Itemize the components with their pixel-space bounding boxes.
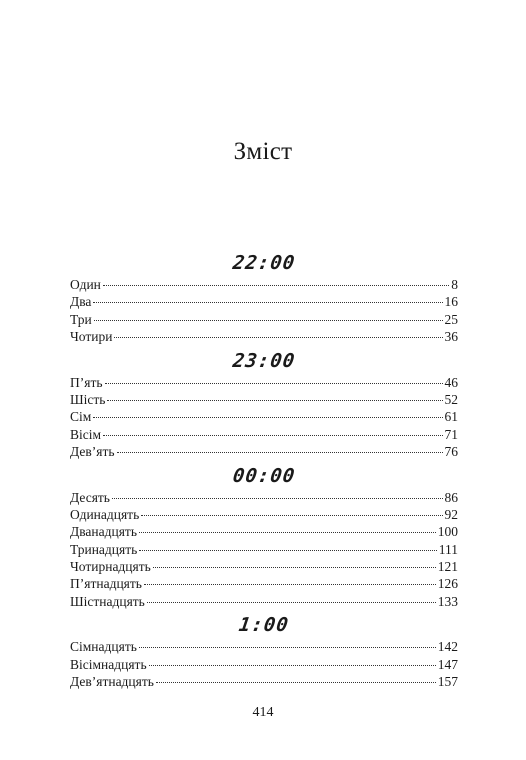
toc-entry bbox=[70, 575, 458, 592]
entry-page: 25 bbox=[444, 311, 458, 327]
entry-label: Тринадцять bbox=[70, 541, 138, 557]
dot-leader bbox=[117, 452, 443, 453]
entry-page: 121 bbox=[437, 559, 458, 575]
table-of-contents bbox=[70, 252, 458, 694]
dot-leader bbox=[139, 647, 436, 648]
toc-section bbox=[70, 465, 458, 611]
dot-leader bbox=[114, 337, 442, 338]
entry-page: 142 bbox=[437, 639, 458, 655]
entry-label: Вісімнадцять bbox=[70, 656, 147, 672]
entry-page: 111 bbox=[438, 541, 458, 557]
dot-leader bbox=[112, 498, 443, 499]
dot-leader bbox=[139, 532, 436, 533]
toc-entry bbox=[70, 276, 458, 293]
entry-page: 126 bbox=[437, 576, 458, 592]
dot-leader bbox=[153, 567, 436, 568]
dot-leader bbox=[103, 435, 442, 436]
entry-label: Шістнадцять bbox=[70, 593, 145, 609]
entry-page: 100 bbox=[437, 524, 458, 540]
entry-label: Одинадцять bbox=[70, 506, 140, 522]
section-heading: 22:00 bbox=[231, 252, 297, 274]
dot-leader bbox=[139, 550, 436, 551]
toc-entry bbox=[70, 426, 458, 443]
entry-label: Дванадцять bbox=[70, 524, 137, 540]
toc-entry bbox=[70, 311, 458, 328]
dot-leader bbox=[93, 417, 442, 418]
dot-leader bbox=[94, 320, 443, 321]
toc-entry bbox=[70, 293, 458, 310]
dot-leader bbox=[147, 602, 436, 603]
entry-page: 92 bbox=[444, 506, 458, 522]
entry-page: 71 bbox=[444, 426, 458, 442]
toc-entry bbox=[70, 374, 458, 391]
toc-entry bbox=[70, 558, 458, 575]
toc-entry bbox=[70, 656, 458, 673]
section-heading: 1:00 bbox=[237, 614, 291, 637]
entry-label: Три bbox=[70, 311, 92, 327]
entry-label: П’ятнадцять bbox=[70, 576, 142, 592]
entry-label: Десять bbox=[70, 489, 110, 505]
entry-label: Вісім bbox=[70, 426, 102, 442]
toc-entry bbox=[70, 506, 458, 523]
entry-label: П’ять bbox=[70, 374, 103, 390]
section-heading: 00:00 bbox=[231, 464, 297, 487]
toc-section bbox=[70, 614, 458, 690]
entry-label: Дев’ятнадцять bbox=[70, 674, 154, 690]
toc-entry bbox=[70, 489, 458, 506]
entry-page: 16 bbox=[444, 294, 458, 310]
toc-entry bbox=[70, 328, 458, 345]
dot-leader bbox=[105, 383, 443, 384]
entry-page: 61 bbox=[444, 409, 458, 425]
entry-page: 8 bbox=[451, 277, 458, 292]
page-title: Зміст bbox=[233, 138, 293, 165]
dot-leader bbox=[107, 400, 442, 401]
entry-label: Два bbox=[70, 294, 92, 310]
entry-page: 86 bbox=[444, 489, 458, 505]
entry-label: Чотирнадцять bbox=[70, 559, 151, 575]
entry-label: Чотири bbox=[70, 329, 113, 345]
entry-page: 76 bbox=[444, 444, 458, 460]
entry-page: 133 bbox=[437, 593, 458, 609]
entry-page: 147 bbox=[437, 656, 458, 672]
entry-page: 52 bbox=[444, 391, 458, 407]
toc-entry bbox=[70, 593, 458, 610]
dot-leader bbox=[144, 584, 436, 585]
entry-page: 157 bbox=[437, 674, 458, 690]
toc-entry bbox=[70, 541, 458, 558]
toc-entry bbox=[70, 638, 458, 655]
entry-label: Один bbox=[70, 277, 101, 292]
dot-leader bbox=[103, 285, 449, 286]
entry-label: Шість bbox=[70, 391, 106, 407]
dot-leader bbox=[141, 515, 442, 516]
toc-entry bbox=[70, 391, 458, 408]
entry-label: Дев’ять bbox=[70, 444, 115, 460]
page-number: 414 bbox=[252, 705, 274, 720]
entry-page: 46 bbox=[444, 374, 458, 390]
toc-entry bbox=[70, 673, 458, 690]
entry-label: Сім bbox=[70, 409, 92, 425]
toc-section bbox=[70, 252, 458, 346]
dot-leader bbox=[156, 682, 436, 683]
dot-leader bbox=[93, 302, 442, 303]
toc-entry bbox=[70, 523, 458, 540]
toc-entry bbox=[70, 408, 458, 425]
toc-section bbox=[70, 350, 458, 461]
toc-entry bbox=[70, 443, 458, 460]
entry-page: 36 bbox=[444, 329, 458, 345]
entry-label: Сімнадцять bbox=[70, 639, 137, 655]
section-heading: 23:00 bbox=[231, 349, 297, 372]
dot-leader bbox=[149, 665, 436, 666]
